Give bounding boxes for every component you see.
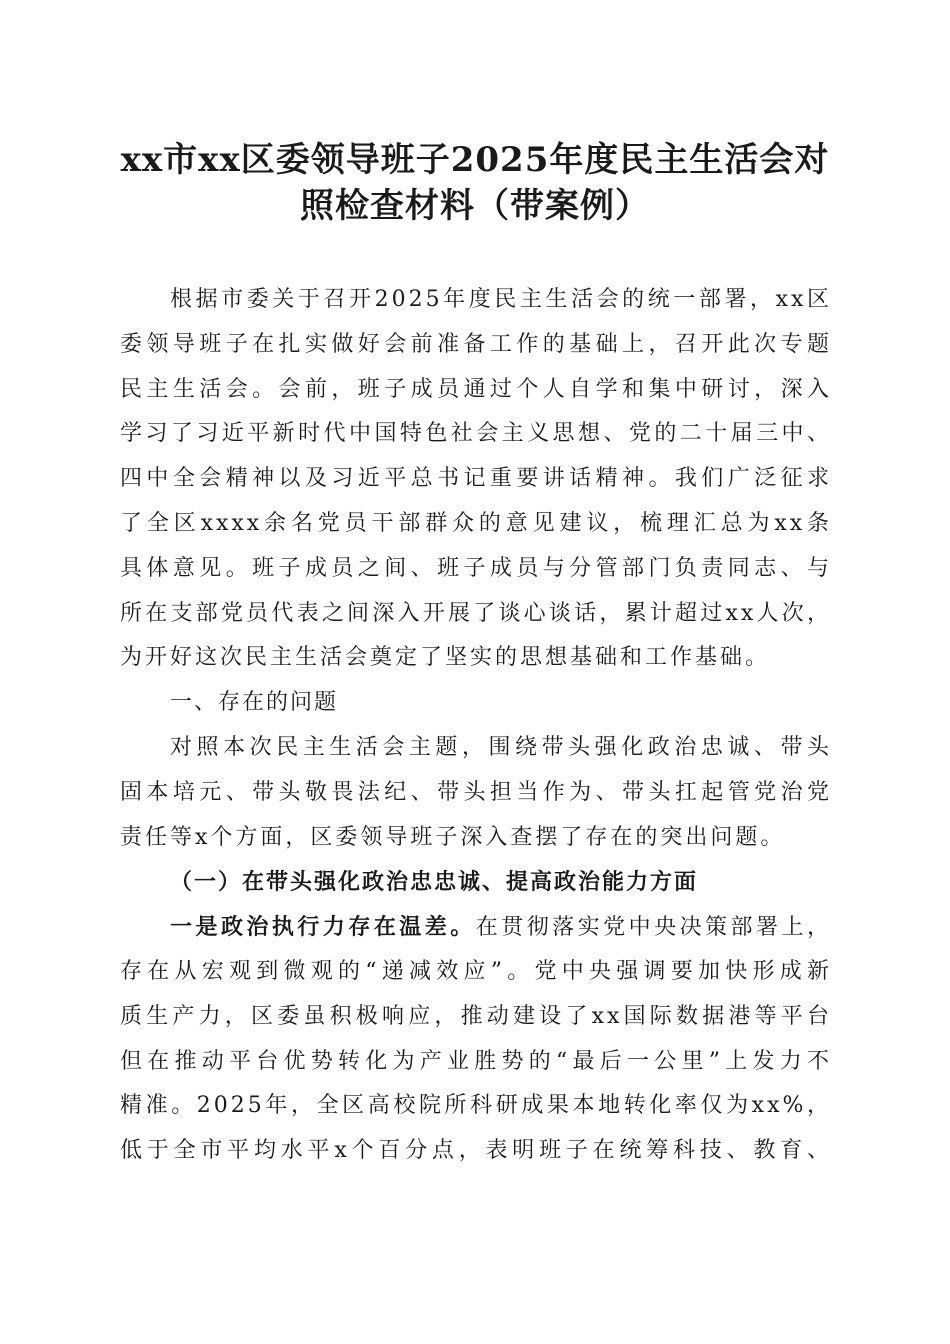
intro-line-5: 四中全会精神以及习近平总书记重要讲话精神。我们广泛征求: [120, 466, 832, 492]
point1-line-6: 低于全市平均水平x个百分点，表明班子在统筹科技、教育、: [120, 1138, 832, 1164]
intro-line-7: 具体意见。班子成员之间、班子成员与分管部门负责同志、与: [120, 555, 832, 581]
intro-line-8: 所在支部党员代表之间深入开展了谈心谈话，累计超过xx人次，: [120, 600, 832, 626]
section-heading-problems: 一、存在的问题: [170, 690, 339, 716]
point1-line-5: 精准。2025年，全区高校院所科研成果本地转化率仅为xx%，: [120, 1093, 832, 1119]
document-body: [120, 278, 832, 1174]
intro-line-1: 根据市委关于召开2025年度民主生活会的统一部署，xx区: [170, 287, 832, 312]
point1-first-rest: 在贯彻落实党中央决策部署上，: [475, 915, 832, 941]
section1-line-1: 对照本次民主生活会主题，围绕带头强化政治忠诚、带头: [170, 734, 832, 760]
subsection-heading-political-loyalty: （一）在带头强化政治忠忠诚、提高政治能力方面: [170, 869, 699, 896]
intro-line-4: 学习了习近平新时代中国特色社会主义思想、党的二十届三中、: [120, 421, 832, 447]
point1-line-2: 存在从宏观到微观的“递减效应”。党中央强调要加快形成新: [120, 958, 832, 984]
point1-line-1: [120, 905, 832, 950]
point1-line-3: 质生产力，区委虽积极响应，推动建设了xx国际数据港等平台: [120, 1003, 832, 1029]
intro-line-6: 了全区xxxx余名党员干部群众的意见建议，梳理汇总为xx条: [120, 510, 832, 536]
document-title-line-1: xx市xx区委领导班子2025年度民主生活会对: [120, 140, 830, 180]
section1-line-2: 固本培元、带头敬畏法纪、带头担当作为、带头扛起管党治党: [120, 779, 832, 805]
intro-line-2: 委领导班子在扎实做好会前准备工作的基础上，召开此次专题: [120, 331, 832, 357]
section1-line-3: 责任等x个方面，区委领导班子深入查摆了存在的突出问题。: [120, 824, 786, 850]
point1-line-4: 但在推动平台优势转化为产业胜势的“最后一公里”上发力不: [120, 1048, 832, 1074]
intro-line-3: 民主生活会。会前，班子成员通过个人自学和集中研讨，深入: [120, 376, 832, 402]
intro-line-9: 为开好这次民主生活会奠定了坚实的思想基础和工作基础。: [120, 645, 771, 671]
point1-lead: 一是政治执行力存在温差。: [170, 914, 476, 941]
document-title-line-2: 照检查材料（带案例）: [300, 186, 650, 226]
